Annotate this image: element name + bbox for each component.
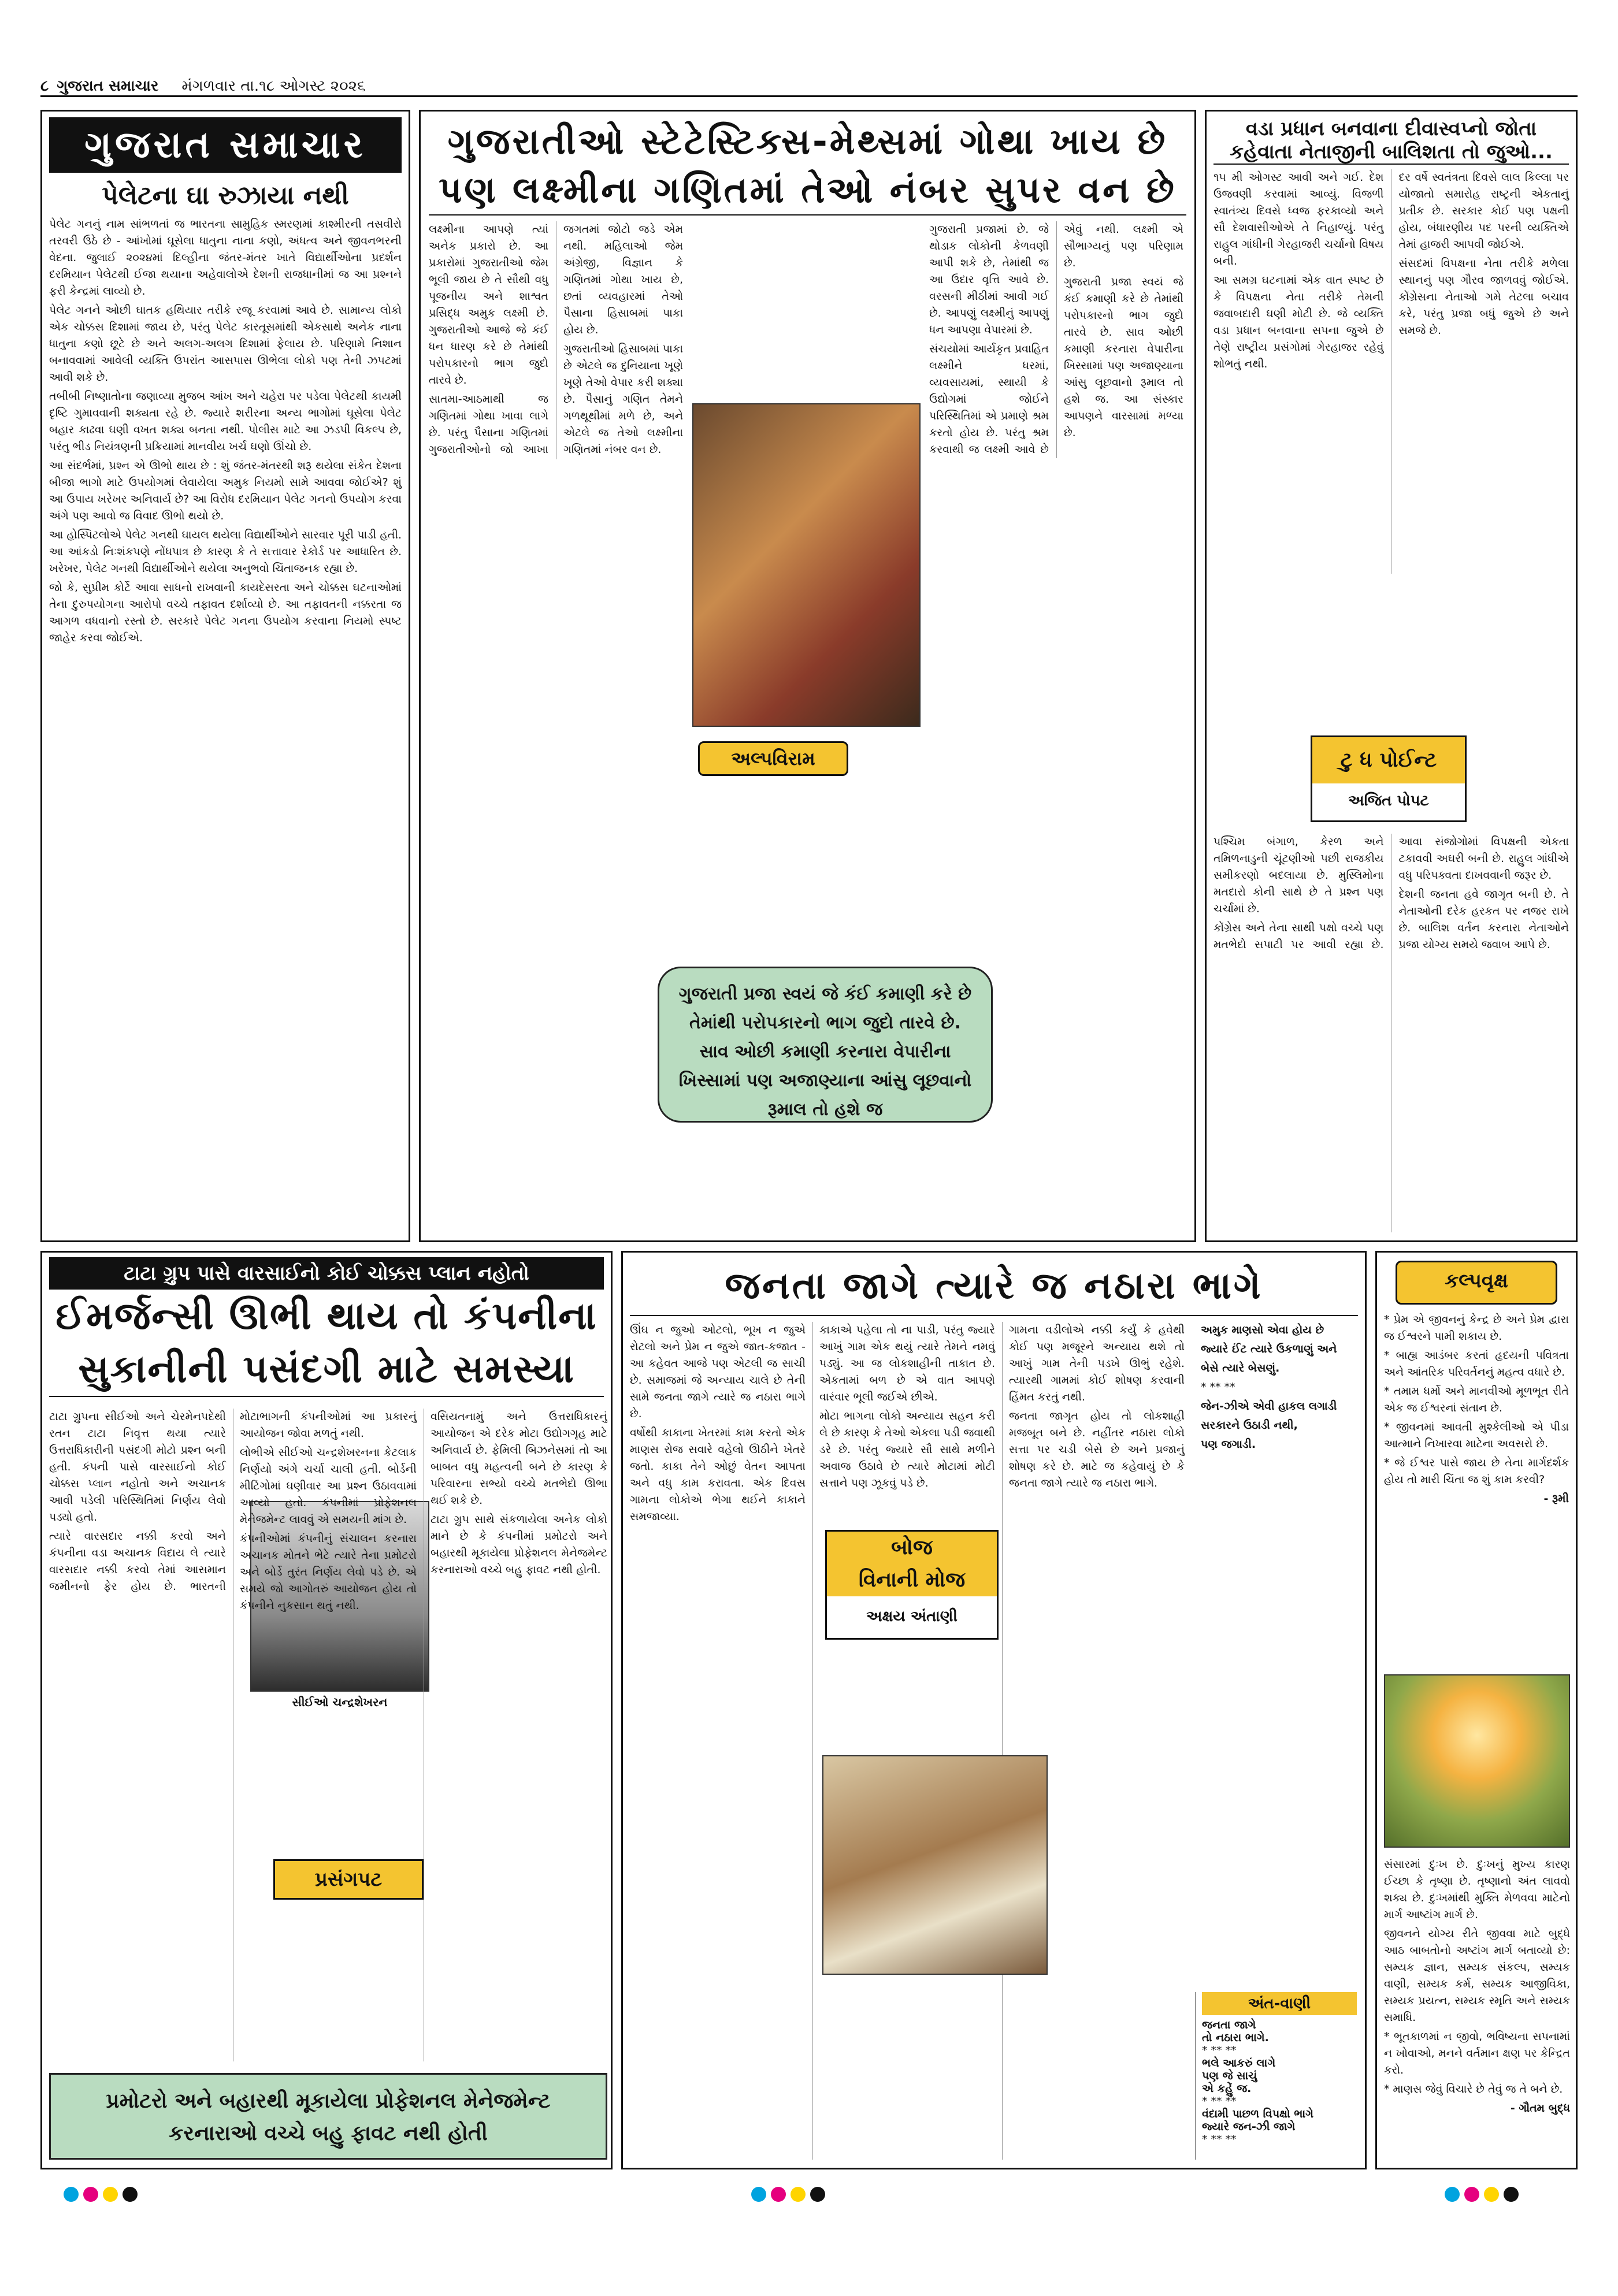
registration-dot (64, 2187, 79, 2202)
lead-headline-1: ગુજરાતીઓ સ્ટેટેસ્ટિક્સ-મેથ્સમાં ગોથા ખાય છે (447, 120, 1168, 162)
paragraph: પેલેટ ગનને ઓછી ઘાતક હથિયાર તરીકે રજૂ કરવામાં આવે છે. સામાન્ય લોકો એક ચોક્કસ દિશામાં જાય છે, પરંતુ પેલેટ કારતૂસમાંથી એકસાથે અનેક નાના ધાતુના કણો છૂટે છે અને અલગ-અલગ દિશામાં ફેલાય છે. પરિણામે નિશાન બનાવવામાં આવેલી વ્યક્તિ ઉપરાંત આસપાસ ઊભેલા લોકો પણ તેની ઝપટમાં આવી શકે છે. (49, 304, 402, 384)
boj-column-label (825, 1530, 999, 1640)
kalpavruksh-body (1384, 1312, 1569, 1670)
paragraph: સંસારમાં દુઃખ છે. દુઃખનું મુખ્ય કારણ ઈચ્છા કે તૃષ્ણા છે. તૃષ્ણાનો અંત લાવવો શક્ય છે. દુઃખમાંથી મુક્તિ મેળવવા માટેનો માર્ગ આષ્ટાંગ માર્ગ છે. (1384, 1858, 1570, 1921)
column-author: અક્ષય અંતાણી (866, 1608, 958, 1625)
paragraph: આ હોસ્પિટલોએ પેલેટ ગનથી ઘાયલ થયેલા વિદ્યાર્થીઓને સારવાર પૂરી પાડી હતી. આ આંકડો નિઃશંકપણે નોંધપાત્ર છે કારણ કે તે સત્તાવાર રેકોર્ડ પર આધારિત છે. ખરેખર, પેલેટ ગનથી વિદ્યાર્થીઓને થયેલા અનુભવો ચિંતાજનક રહ્યા છે. (49, 529, 402, 575)
paragraph: સાતમા-આઠમાથી જ ગણિતમાં ગોથા ખાવા લાગે છે. પરંતુ પૈસાના ગણિતમાં ગુજરાતીઓનો જો આખા જગતમાં જોટો જડે એમ નથી. મહિલાઓ જેમ અંગ્રેજી, વિજ્ઞાન કે ગણિતમાં ગોથા ખાય છે, છતાં વ્યવહારમાં તેઓ પૈસાના હિસાબમાં પાકા હોય છે. (429, 223, 683, 456)
editorial-body (49, 216, 402, 647)
paragraph: ગુજરાતી પ્રજામાં છે. જે થોડાક લોકોની કેળવણી આપી શકે છે, તેમાંથી જ આ ઉદાર વૃત્તિ આવે છે. વરસની મીઠીમાં આવી ગઈ છે. આપણું લક્ષ્મીનું આપણું ધન આપણા વેપારમાં છે. (929, 223, 1049, 336)
antvani-line: જનતા જાગે (1202, 2019, 1256, 2031)
header-date: મંગળવાર તા.૧૮ ઓગસ્ટ ૨૦૨૬ (181, 77, 366, 95)
paragraph: મોટા ભાગના લોકો અન્યાય સહન કરી લે છે કારણ કે તેઓ એકલા પડી જવાથી ડરે છે. પરંતુ જ્યારે સૌ સાથે મળીને અવાજ ઉઠાવે છે ત્યારે મોટામાં મોટી સત્તાને પણ ઝૂકવું પડે છે. (819, 1410, 995, 1489)
kalpavruksh-title: કલ્પવૃક્ષ (1396, 1261, 1557, 1305)
quote-item: * જે ઈશ્વર પાસે જાય છે તેના માર્ગદર્શક હોય તો મારી ચિંતા જ શું કામ કરવી? (1384, 1457, 1569, 1486)
column-title-2: વિનાની મોજ (827, 1564, 997, 1596)
antvani-line: જ્યારે જન-ઝી જાગે (1202, 2120, 1296, 2133)
quote-item: * પ્રેમ એ જીવનનું કેન્દ્ર છે અને પ્રેમ દ્વારા જ ઈશ્વરને પામી શકાય છે. (1384, 1313, 1569, 1343)
tata-headline-1: ઈમર્જન્સી ઊભી થાય તો કંપનીના (55, 1294, 598, 1338)
registration-dot (810, 2187, 825, 2202)
paragraph: સંસદમાં વિપક્ષના નેતા તરીકે મળેલા સ્થાનનું પણ ગૌરવ જાળવવું જોઈએ. કોંગ્રેસના નેતાઓ ગમે તેટલા બચાવ કરે, પરંતુ પ્રજા બધું જુએ છે અને સમજે છે. (1398, 257, 1569, 337)
janata-article (621, 1251, 1367, 2169)
quote-item: * જીવનમાં આવતી મુશ્કેલીઓ એ પીડા આત્માને નિખારવા માટેના અવસરો છે. (1384, 1421, 1569, 1450)
kalpavruksh-body-2 (1384, 1856, 1570, 2163)
antvani-line: બેસે ત્યારે બેસણું. (1201, 1362, 1280, 1374)
political-body (1214, 169, 1569, 574)
antvani-line: પણ જગાડી. (1201, 1438, 1256, 1451)
political-headline-1: વડા પ્રધાન બનવાના દીવાસ્વપ્નો જોતા (1245, 117, 1537, 140)
antvani-line: વંદામી પાછળ વિપક્ષો ભાગે (1202, 2108, 1314, 2120)
paragraph: તબીબી નિષ્ણાતોના જણાવ્યા મુજબ આંખ અને ચહેરા પર પડેલા પેલેટથી કાયમી દૃષ્ટિ ગુમાવવાની શક્યતા રહે છે. જ્યારે શરીરના અન્ય ભાગોમાં ઘૂસેલા પેલેટ બહાર કાઢવા ઘણી વખત શક્ય બનતા નથી. પોલીસ માટે આ ઝડપી વિકલ્પ છે, પરંતુ ભીડ નિયંત્રણની પ્રક્રિયામાં માનવીય ખર્ચ ઘણો ઊંચો છે. (49, 390, 402, 453)
paragraph: જો કે, સુપ્રીમ કોર્ટે આવા સાધનો રાખવાની કાયદેસરતા અને ચોક્કસ ઘટનાઓમાં તેના દુરુપયોગના આરોપો વચ્ચે તફાવત દર્શાવ્યો છે. આ તફાવતની નક્કરતા જ આગળ વધવાનો રસ્તો છે. સરકારે પેલેટ ગનના ઉપયોગ કરવાના નિયમો સ્પષ્ટ જાહેર કરવા જોઈએ. (49, 581, 402, 644)
lead-photo (692, 403, 921, 727)
lead-pull-quote: ગુજરાતી પ્રજા સ્વયં જે કંઈ કમાણી કરે છે તેમાંથી પરોપકારનો ભાગ જુદો તારવે છે. સાવ ઓછી કમાણી કરનારા વેપારીના ખિસ્સામાં પણ અજાણ્યાના આંસુ લૂછવાનો રૂમાલ તો હશે જ (658, 967, 993, 1123)
column-author: અજિત પોપટ (1348, 792, 1429, 809)
paragraph: પેલેટ ગનનું નામ સાંભળતાં જ ભારતના સામુહિક સ્મરણમાં કાશ્મીરની તસવીરો તરવરી ઉઠે છે - આંખોમાં ઘૂસેલા ધાતુના નાના કણો, અંધત્વ અને જીવનભરની વેદના. જુલાઈ ૨૦૨૪માં દિલ્હીના જંતર-મંતર ખાતે વિદ્યાર્થીઓના પ્રદર્શન દરમિયાન પેલેટથી ઈજા થયાના અહેવાલોએ દેશની રાજધાનીમાં જ આ પ્રશ્નને ફરી કેન્દ્રમાં લાવ્યો છે. (49, 218, 402, 298)
page-header (40, 74, 1578, 97)
antvani-line: * ** ** (1202, 2095, 1237, 2108)
page-number: ૮ (40, 77, 49, 95)
paragraph: ગુજરાતીઓ હિસાબમાં પાકા છે એટલે જ દુનિયાના ખૂણે ખૂણે તેઓ વેપાર કરી શક્યા છે. પૈસાનું ગણિત તેમને ગળથૂથીમાં મળે છે, અને એટલે જ તેઓ લક્ષ્મીના ગણિતમાં નંબર વન છે. (563, 343, 683, 456)
to-the-point-box (1311, 735, 1467, 822)
tata-headline-2: સુકાનીની પસંદગી માટે સમસ્યા (49, 1343, 604, 1397)
antvani-line: ભલે આકરું લાગે (1202, 2057, 1276, 2070)
registration-dot (83, 2187, 98, 2202)
registration-marks-left (64, 2187, 179, 2204)
quote-item: * તમામ ધર્મો અને માનવીઓ મૂળભૂત રીતે એક જ ઈશ્વરનાં સંતાન છે. (1384, 1385, 1569, 1414)
paragraph: લક્ષ્મીના આપણે ત્યાં અનેક પ્રકારો છે. આ પ્રકારોમાં ગુજરાતીઓ જેમ ભૂલી જાય છે તે સૌથી વધુ પૂજનીય અને શાશ્વત પ્રસિદ્ધ અમુક લક્ષ્મી છે. ગુજરાતીઓ આજે જે કંઈ ધન ધારણ કરે છે તેમાંથી પરોપકારનો ભાગ જુદો તારવે છે. (429, 223, 548, 387)
tata-article (40, 1251, 613, 2169)
antvani-line: સરકારને ઉઠાડી નથી, (1201, 1419, 1298, 1432)
antvani-box (1195, 1992, 1357, 2160)
paragraph: કાકાએ પહેલા તો ના પાડી, પરંતુ જ્યારે આખું ગામ એક થયું ત્યારે તેમને નમવું પડ્યું. આ જ લોકશાહીની તાકાત છે. એકતામાં બળ છે એ વાત આપણે વારંવાર ભૂલી જઈએ છીએ. (819, 1324, 995, 1403)
tata-kicker: ટાટા ગ્રુપ પાસે વારસાઈનો કોઈ ચોક્કસ પ્લાન નહોતો (49, 1257, 604, 1290)
paragraph: * ભૂતકાળમાં ન જીવો, ભવિષ્યના સપનામાં ન ખોવાઓ, મનને વર્તમાન ક્ષણ પર કેન્દ્રિત કરો. (1384, 2030, 1570, 2076)
paragraph: * માણસ જેવું વિચારે છે તેવું જ તે બને છે. (1384, 2083, 1563, 2096)
antvani-line: * ** ** (1201, 1381, 1235, 1394)
antvani-line: જ્યારે ઈંટ ત્યારે ઉકળાણું અને (1201, 1343, 1337, 1355)
antvani-line: એ કહેું જ. (1202, 2082, 1252, 2095)
paragraph: આ સંદર્ભમાં, પ્રશ્ન એ ઊભો થાય છે : શું જંતર-મંતરથી શરૂ થયેલા સંકેત દેશના બીજા ભાગો માટે ઉપયોગમાં લેવાયેલા અમુક નિયમો સામે આવવા જોઈએ? શું આ ઉપાય ખરેખર અનિવાર્ય છે? આ વિરોધ દરમિયાન પેલેટ ગનનો ઉપયોગ કરવા અંગે પણ આવો જ વિવાદ ઊભો થયો છે. (49, 459, 402, 522)
antvani-line: અમુક માણસો એવા હોય છે (1201, 1324, 1324, 1336)
antvani-line: જેન-ઝીએ એવી હાકલ લગાડી (1201, 1400, 1337, 1413)
antvani-title: અંત-વાણી (1202, 1992, 1357, 2015)
political-headline-2: કહેવાતા નેતાજીની બાલિશતા તો જુઓ... (1214, 140, 1569, 165)
paragraph: ગુજરાતી પ્રજા સ્વયં જે કંઈ કમાણી કરે છે તેમાંથી પરોપકારનો ભાગ જુદો તારવે છે. સાવ ઓછી કમાણી કરનારા વેપારીના ખિસ્સામાં પણ અજાણ્યાના આંસુ લૂછવાનો રૂમાલ તો હશે જ. આ સંસ્કાર આપણને વારસામાં મળ્યા છે. (1064, 276, 1183, 439)
paragraph: કંપનીઓમાં કંપનીનું સંચાલન કરનારા અચાનક મોતને ભેટે ત્યારે તેના પ્રમોટરો અને બોર્ડે તુરંત નિર્ણય લેવો પડે છે. એ સમયે જો આગોતરું આયોજન હોય તો કંપનીને નુકસાન થતું નથી. (240, 1532, 417, 1612)
paragraph: વર્ષોથી કાકાના ખેતરમાં કામ કરતો એક માણસ રોજ સવારે વહેલો ઊઠીને ખેતરે જતો. કાકા તેને ઓછું વેતન આપતા અને વધુ કામ કરાવતા. એક દિવસ ગામના લોકોએ ભેગા થઈને કાકાને સમજાવ્યા. (630, 1426, 806, 1523)
registration-dot (1445, 2187, 1460, 2202)
registration-dot (123, 2187, 138, 2202)
kalpavruksh-box (1375, 1251, 1578, 2169)
paragraph: સંચયોમાં આર્યકૃત પ્રવાહિત લક્ષ્મીને ધરમાં, વ્યવસાયમાં, સ્થાયી કે ઉદ્યોગમાં જોઈને પરિસ્થિતિમાં એ પ્રમાણે શ્રમ કરતો હોય છે. પરંતુ શ્રમ કરવાથી જ લક્ષ્મી આવે છે એવું નથી. લક્ષ્મી એ સૌભાગ્યનું પણ પરિણામ છે. (929, 223, 1183, 456)
registration-dot (103, 2187, 118, 2202)
tata-body (49, 1409, 607, 2061)
quote-author: - ગૌતમ બુદ્ધ (1510, 2102, 1570, 2115)
registration-dot (1464, 2187, 1479, 2202)
paragraph: જીવનને યોગ્ય રીતે જીવવા માટે બુદ્ધે આઠ બાબતોનો અષ્ટાંગ માર્ગ બતાવ્યો છે: સમ્યક જ્ઞાન, સમ્યક સંકલ્પ, સમ્યક વાણી, સમ્યક કર્મ, સમ્યક આજીવિકા, સમ્યક પ્રયત્ન, સમ્યક સ્મૃતિ અને સમ્યક સમાધિ. (1384, 1927, 1570, 2024)
alpaviram-label: અલ્પવિરામ (698, 741, 848, 776)
registration-dot (1484, 2187, 1499, 2202)
political-body-2 (1214, 834, 1569, 1232)
paragraph: આ સમગ્ર ઘટનામાં એક વાત સ્પષ્ટ છે કે વિપક્ષના નેતા તરીકે તેમની જવાબદારી ઘણી મોટી છે. જે વ્યક્તિ વડા પ્રધાન બનવાના સપના જુએ છે તેણે રાષ્ટ્રીય પ્રસંગોમાં ગેરહાજર રહેવું શોભતું નથી. (1214, 274, 1384, 370)
paragraph: વસિયતનામું અને ઉત્તરાધિકારનું આયોજન એ દરેક મોટા ઉદ્યોગગૃહ માટે અનિવાર્ય છે. ફેમિલી બિઝનેસમાં તો આ બાબત વધુ મહત્વની બને છે કારણ કે પરિવારના સભ્યો વચ્ચે મતભેદો ઊભા થઈ શકે છે. (431, 1410, 607, 1507)
prasangpat-label: પ્રસંગપટ (273, 1859, 424, 1900)
paragraph: લોભીએ સીઈઓ ચન્દ્રશેખરનના કેટલાક નિર્ણયો અંગે ચર્ચા ચાલી હતી. બોર્ડની મીટિંગોમાં ઘણીવાર આ પ્રશ્ન ઉઠાવવામાં આવ્યો હતો. કંપનીમાં પ્રોફેશનલ મેનેજમેન્ટ લાવવું એ સમયની માંગ છે. (240, 1446, 417, 1526)
antvani-line: તો નઠારા ભાગે. (1202, 2031, 1269, 2044)
antvani-line: * ** ** (1202, 2133, 1237, 2146)
political-article (1205, 110, 1578, 1242)
editorial-box (40, 110, 410, 1242)
registration-dot (791, 2187, 806, 2202)
paragraph: દેશની જનતા હવે જાગૃત બની છે. તે નેતાઓની દરેક હરકત પર નજર રાખે છે. બાલિશ વર્તન કરનારા નેતાઓને પ્રજા યોગ્ય સમયે જવાબ આપે છે. (1398, 888, 1569, 951)
registration-marks-center (751, 2187, 867, 2204)
paragraph: ટાટા ગ્રુપ સાથે સંકળાયેલા અનેક લોકો માને છે કે કંપનીમાં પ્રમોટરો અને બહારથી મૂકાયેલા પ્રોફેશનલ મેનેજમેન્ટ કરનારાઓ વચ્ચે બહુ ફાવટ નથી હોતી. (431, 1513, 607, 1576)
paragraph: જનતા જાગૃત હોય તો લોકશાહી મજબૂત બને છે. નહીંતર નઠારા લોકો સત્તા પર ચડી બેસે છે અને પ્રજાનું શોષણ કરે છે. માટે જ કહેવાયું છે કે જનતા જાગે ત્યારે જ નઠારા ભાગે. (1009, 1410, 1185, 1489)
column-title-1: બોજ (827, 1532, 997, 1564)
janata-photo (822, 1755, 1048, 1975)
antvani-more (1201, 1322, 1357, 1986)
lead-headline-2: પણ લક્ષ્મીના ગણિતમાં તેઓ નંબર સુપર વન છે (429, 166, 1186, 216)
paragraph: દર વર્ષે સ્વતંત્રતા દિવસે લાલ કિલ્લા પર યોજાતો સમારોહ રાષ્ટ્રની એકતાનું પ્રતીક છે. સરકાર કોઈ પણ પક્ષની હોય, બંધારણીય પદ પરની વ્યક્તિએ તેમાં હાજરી આપવી જોઈએ. (1398, 171, 1569, 251)
editorial-title: પેલેટના ઘા રુઝાયા નથી (102, 181, 349, 210)
ceo-photo-caption: સીઈઓ ચન્દ્રશેખરન (292, 1695, 388, 1709)
header-paper-name: ગુજરાત સમાચાર (57, 77, 159, 95)
paragraph: ગામના વડીલોએ નક્કી કર્યું કે હવેથી કોઈ પણ મજૂરને અન્યાય થશે તો આખું ગામ તેની પડખે ઊભું રહેશે. ત્યારથી ગામમાં કોઈ શોષણ કરવાની હિંમત કરતું નથી. (1009, 1324, 1185, 1403)
paragraph: ત્યારે વારસદાર નક્કી કરવો અને કંપનીના વડા અચાનક વિદાય લે ત્યારે વારસદાર નક્કી કરવો તેમાં આસમાન જમીનનો ફેર હોય છે. ભારતની મોટાભાગની કંપનીઓમાં આ પ્રકારનું આયોજન જોવા મળતું નથી. (49, 1410, 417, 1593)
masthead: ગુજરાત સમાચાર (49, 117, 402, 173)
quote-author: - રૂમી (1543, 1492, 1569, 1505)
paragraph: પશ્ચિમ બંગાળ, કેરળ અને તમિળનાડુની ચૂંટણીઓ પછી રાજકીય સમીકરણો બદલાયા છે. મુસ્લિમોના મતદારો કોની સાથે છે તે પ્રશ્ન પણ ચર્ચામાં છે. (1214, 835, 1384, 915)
paragraph: ૧૫ મી ઓગસ્ટ આવી અને ગઈ. દેશ ઉજવણી કરવામાં આવ્યું. વિજળી સ્વાતંત્ર્ય દિવસે ધ્વજ ફરકાવ્યો અને સૌ દેશવાસીઓએ તે નિહાળ્યું. પરંતુ રાહુલ ગાંધીની ગેરહાજરી ચર્ચાનો વિષય બની. (1214, 171, 1384, 268)
column-title: ટુ ધ પોઈન્ટ (1312, 737, 1465, 783)
janata-body (630, 1322, 1185, 2160)
antvani-line: * ** ** (1202, 2044, 1237, 2057)
lead-article (419, 110, 1196, 1242)
buddha-image (1384, 1674, 1570, 1848)
tata-bottom-quote: પ્રમોટરો અને બહારથી મૂકાયેલા પ્રોફેશનલ મેનેજમેન્ટ કરનારાઓ વચ્ચે બહુ ફાવટ નથી હોતી (49, 2073, 607, 2160)
paragraph: કોંગ્રેસ અને તેના સાથી પક્ષો વચ્ચે પણ મતભેદો સપાટી પર આવી રહ્યા છે. આવા સંજોગોમાં વિપક્ષની એકતા ટકાવવી અઘરી બની છે. રાહુલ ગાંધીએ વધુ પરિપક્વતા દાખવવાની જરૂર છે. (1214, 835, 1569, 951)
janata-headline: જનતા જાગે ત્યારે જ નઠારા ભાગે (630, 1257, 1358, 1316)
registration-dot (751, 2187, 766, 2202)
antvani-line: પણ જે સાચું (1202, 2070, 1257, 2082)
quote-item: * બાહ્ય આડંબર કરતાં હૃદયની પવિત્રતા અને આંતરિક પરિવર્તનનું મહત્વ વધારે છે. (1384, 1349, 1569, 1379)
registration-dot (771, 2187, 786, 2202)
paragraph: ટાટા ગ્રુપના સીઈઓ અને ચેરમેનપદેથી રતન ટાટા નિવૃત્ત થયા ત્યારે ઉત્તરાધિકારીની પસંદગી મોટો પ્રશ્ન બની હતી. કંપની પાસે વારસાઈનો કોઈ ચોક્કસ પ્લાન નહોતો અને અચાનક આવી પડેલી પરિસ્થિતિમાં નિર્ણય લેવો પડ્યો હતો. (49, 1410, 226, 1524)
paragraph: ઊંઘ ન જુઓ ઓટલો, ભૂખ ન જુએ રોટલો અને પ્રેમ ન જુએ જાત-કજાત - આ કહેવત આજે પણ એટલી જ સાચી છે. સમાજમાં જે અન્યાય ચાલે છે તેની સામે જનતા જાગે ત્યારે જ નઠારા ભાગે છે. (630, 1324, 806, 1420)
lead-left-text (429, 221, 683, 1227)
registration-marks-right (1445, 2187, 1560, 2204)
registration-dot (1504, 2187, 1519, 2202)
